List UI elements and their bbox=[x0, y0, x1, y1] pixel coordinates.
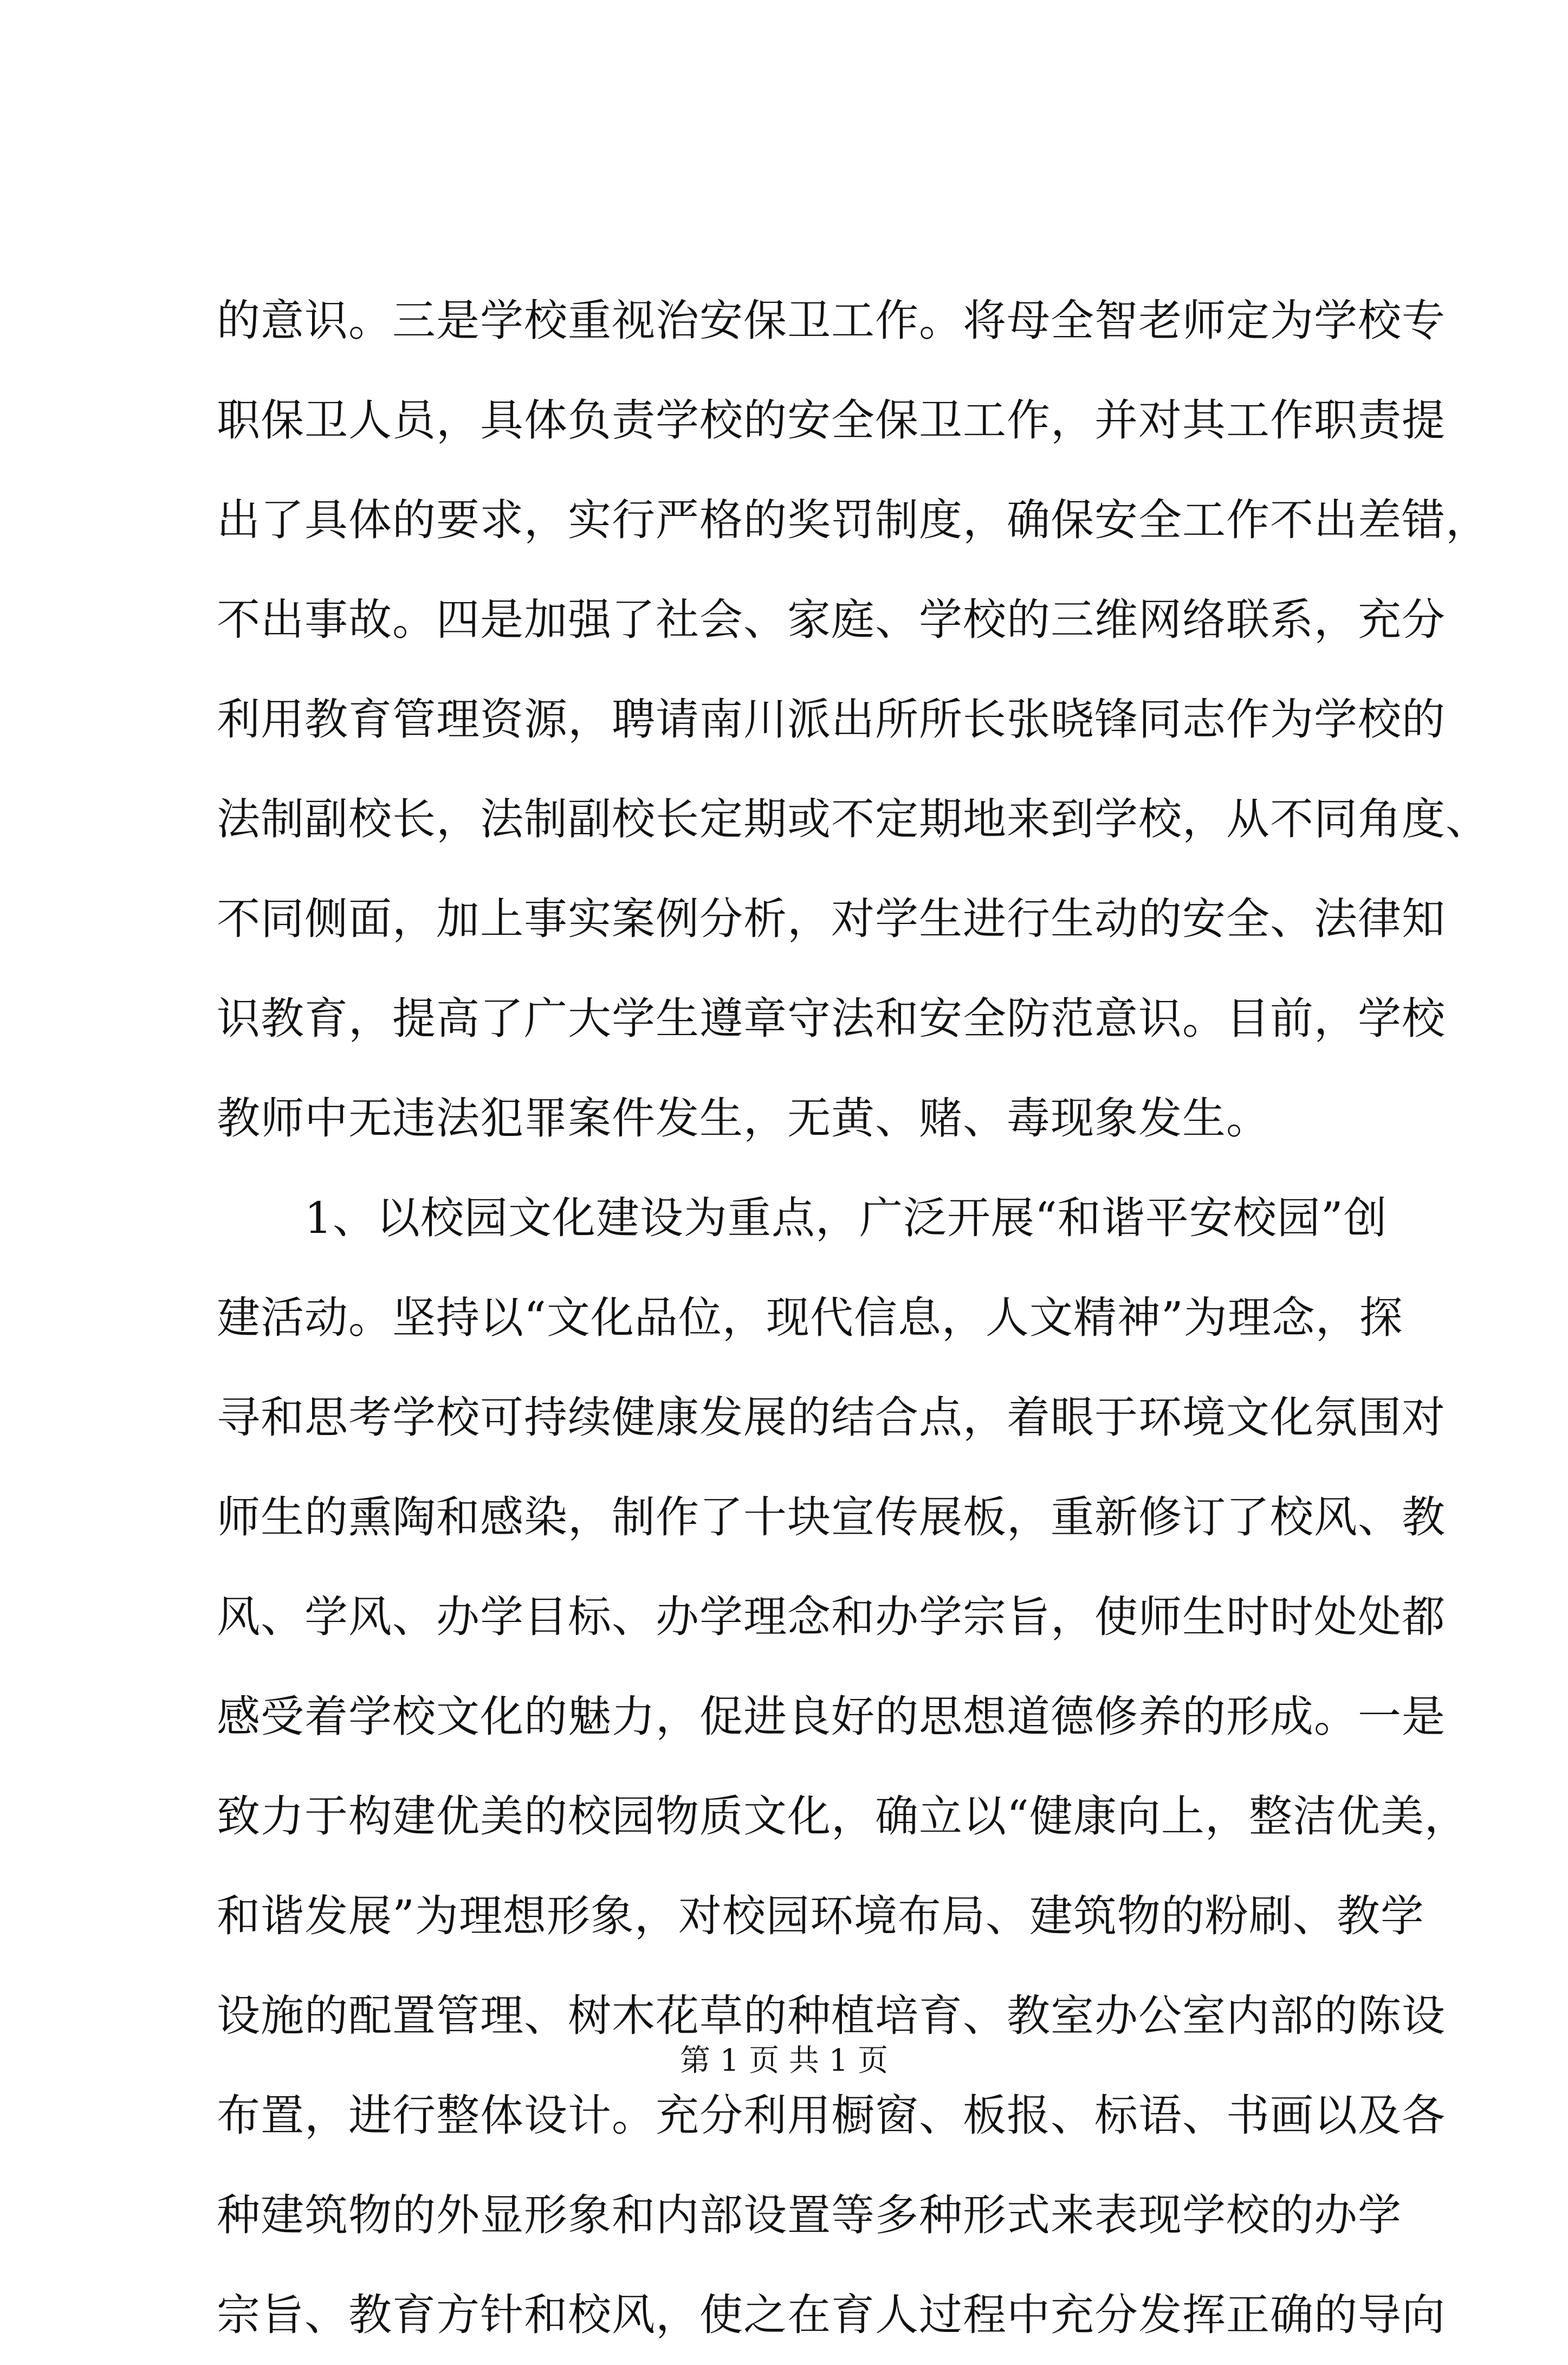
text-line: 出了具体的要求，实行严格的奖罚制度，确保安全工作不出差错， bbox=[217, 495, 1489, 545]
text-line: 风、学风、办学目标、办学理念和办学宗旨，使师生时时处处都 bbox=[217, 1592, 1446, 1642]
text-line: 感受着学校文化的魅力，促进良好的思想道德修养的形成。一是 bbox=[217, 1691, 1446, 1742]
text-line: 识教育，提高了广大学生遵章守法和安全防范意识。目前，学校 bbox=[217, 993, 1446, 1044]
text-line: 宗旨、教育方针和校风，使之在育人过程中充分发挥正确的导向 bbox=[217, 2290, 1446, 2340]
text-line: 教师中无违法犯罪案件发生，无黄、赌、毒现象发生。 bbox=[217, 1093, 1270, 1143]
text-line: 不同侧面，加上事实案例分析，对学生进行生动的安全、法律知 bbox=[217, 894, 1446, 944]
text-line: 师生的熏陶和感染，制作了十块宣传展板，重新修订了校风、教 bbox=[217, 1492, 1446, 1542]
page-number-label: 第 1 页 共 1 页 bbox=[679, 2043, 889, 2078]
page-footer bbox=[0, 2042, 1568, 2080]
text-line: 不出事故。四是加强了社会、家庭、学校的三维网络联系，充分 bbox=[217, 595, 1446, 645]
text-line: 致力于构建优美的校园物质文化，确立以“健康向上，整洁优美， bbox=[217, 1791, 1468, 1841]
text-line: 布置，进行整体设计。充分利用橱窗、板报、标语、书画以及各 bbox=[217, 2090, 1446, 2141]
text-line: 职保卫人员，具体负责学校的安全保卫工作，并对其工作职责提 bbox=[217, 395, 1446, 445]
text-line: 寻和思考学校可持续健康发展的结合点，着眼于环境文化氛围对 bbox=[217, 1392, 1446, 1443]
text-line: 利用教育管理资源，聘请南川派出所所长张晓锋同志作为学校的 bbox=[217, 694, 1446, 745]
text-line: 1、以校园文化建设为重点，广泛开展“和谐平安校园”创 bbox=[217, 1193, 1388, 1243]
text-line: 法制副校长，法制副校长定期或不定期地来到学校，从不同角度、 bbox=[217, 794, 1489, 844]
text-line: 种建筑物的外显形象和内部设置等多种形式来表现学校的办学 bbox=[217, 2190, 1402, 2240]
text-line: 建活动。坚持以“文化品位，现代信息，人文精神”为理念，探 bbox=[217, 1293, 1403, 1343]
text-line: 设施的配置管理、树木花草的种植培育、教室办公室内部的陈设 bbox=[217, 1991, 1446, 2041]
text-line: 的意识。三是学校重视治安保卫工作。将母全智老师定为学校专 bbox=[217, 295, 1446, 346]
text-line: 和谐发展”为理想形象，对校园环境布局、建筑物的粉刷、教学 bbox=[217, 1891, 1424, 1941]
